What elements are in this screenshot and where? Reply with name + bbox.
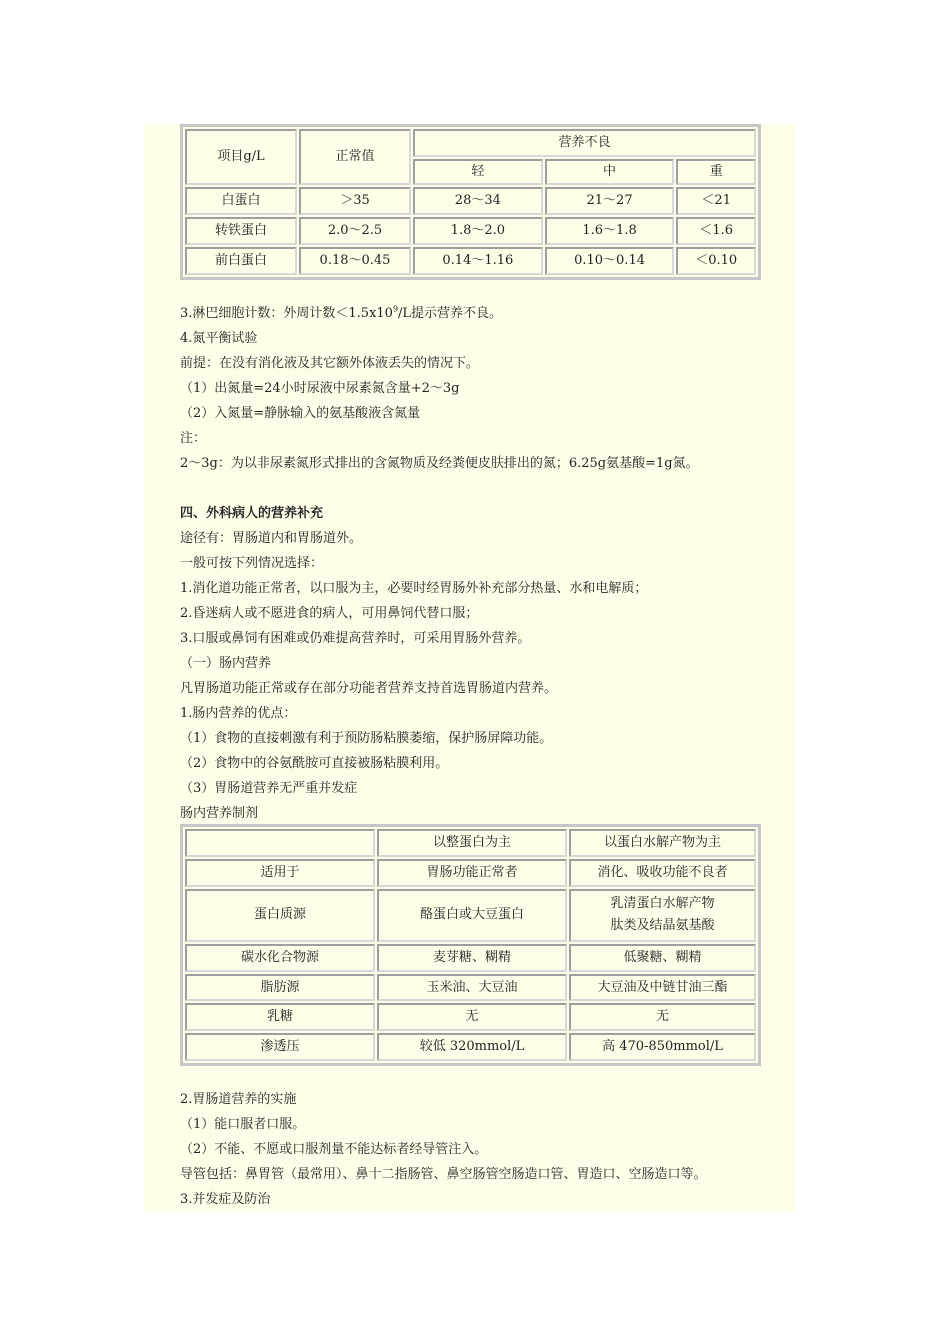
enteral-formula-table [180, 824, 761, 1066]
header-cell [185, 829, 375, 857]
nitrogen-output-line: （1）出氮量=24小时尿液中尿素氮含量+2～3g [180, 381, 460, 396]
table-cell: 转铁蛋白 [185, 217, 297, 245]
text: 3.淋巴细胞计数：外周计数＜1.5x10 [180, 306, 393, 321]
text: /L提示营养不良。 [398, 306, 503, 321]
table-cell: 1.8～2.0 [413, 217, 543, 245]
section-heading: 四、外科病人的营养补充 [180, 506, 324, 521]
text-line: （3）胃肠道营养无严重并发症 [180, 781, 358, 796]
table-cell: ＞35 [299, 187, 411, 215]
text-line: （1）能口服者口服。 [180, 1117, 306, 1132]
table-cell: ＜1.6 [676, 217, 756, 245]
table-cell: 玉米油、大豆油 [377, 974, 567, 1002]
table-cell: ＜0.10 [676, 247, 756, 275]
text-line: （2）不能、不愿或口服剂量不能达标者经导管注入。 [180, 1142, 488, 1157]
protein-reference-table [180, 124, 761, 280]
text-line: 一般可按下列情况选择： [180, 556, 324, 571]
text-line: 凡胃肠道功能正常或存在部分功能者营养支持首选胃肠道内营养。 [180, 681, 558, 696]
superscript: 9 [392, 304, 399, 314]
table-cell: 大豆油及中链甘油三酯 [569, 974, 756, 1002]
text-line: 途径有：胃肠道内和胃肠道外。 [180, 531, 363, 546]
header-malnutrition: 营养不良 [413, 129, 756, 157]
text-line: 2.昏迷病人或不愿进食的病人，可用鼻饲代替口服； [180, 606, 479, 621]
text-line: （1）食物的直接刺激有利于预防肠粘膜萎缩，保护肠屏障功能。 [180, 731, 553, 746]
text-line: 1.消化道功能正常者，以口服为主，必要时经胃肠外补充部分热量、水和电解质； [180, 581, 648, 596]
table-cell: 无 [377, 1003, 567, 1031]
text-line: 1.肠内营养的优点： [180, 706, 297, 721]
cell-line: 肽类及结晶氨基酸 [610, 918, 715, 934]
row-label: 乳糖 [185, 1003, 375, 1031]
table-cell: 0.10～0.14 [545, 247, 675, 275]
table-cell: 2.0～2.5 [299, 217, 411, 245]
header-severe: 重 [676, 159, 756, 185]
text-line: 3.口服或鼻饲有困难或仍难提高营养时，可采用胃肠外营养。 [180, 631, 531, 646]
table-cell: ＜21 [676, 187, 756, 215]
table-cell [569, 889, 756, 942]
nitrogen-balance-title: 4.氮平衡试验 [180, 331, 258, 346]
header-item: 项目g/L [185, 129, 297, 185]
row-label: 适用于 [185, 859, 375, 887]
table-cell: 较低 320mmol/L [377, 1033, 567, 1061]
table-cell: 前白蛋白 [185, 247, 297, 275]
text-line: 导管包括：鼻胃管（最常用）、鼻十二指肠管、鼻空肠管空肠造口管、胃造口、空肠造口等。 [180, 1167, 707, 1182]
table-cell: 低聚糖、糊精 [569, 944, 756, 972]
table-row [185, 247, 756, 275]
table-cell: 酪蛋白或大豆蛋白 [377, 889, 567, 942]
table-cell: 0.14～1.16 [413, 247, 543, 275]
note-label: 注： [180, 431, 207, 446]
table-cell: 消化、吸收功能不良者 [569, 859, 756, 887]
premise-line: 前提：在没有消化液及其它额外体液丢失的情况下。 [180, 356, 480, 371]
table-row [185, 974, 756, 1002]
row-label: 脂肪源 [185, 974, 375, 1002]
row-label: 渗透压 [185, 1033, 375, 1061]
row-label: 碳水化合物源 [185, 944, 375, 972]
text-line: 2.胃肠道营养的实施 [180, 1092, 297, 1107]
header-cell: 以整蛋白为主 [377, 829, 567, 857]
header-light: 轻 [413, 159, 543, 185]
table-cell: 无 [569, 1003, 756, 1031]
table-cell: 21～27 [545, 187, 675, 215]
table-row [185, 187, 756, 215]
table-row [185, 217, 756, 245]
table-cell: 白蛋白 [185, 187, 297, 215]
header-cell: 以蛋白水解产物为主 [569, 829, 756, 857]
table-row [185, 1033, 756, 1061]
row-label: 蛋白质源 [185, 889, 375, 942]
table-cell: 高 470-850mmol/L [569, 1033, 756, 1061]
table-cell: 1.6～1.8 [545, 217, 675, 245]
text-line: （一）肠内营养 [180, 656, 272, 671]
table-cell: 28～34 [413, 187, 543, 215]
header-normal: 正常值 [299, 129, 411, 185]
table-cell: 胃肠功能正常者 [377, 859, 567, 887]
header-medium: 中 [545, 159, 675, 185]
text-line: 3.并发症及防治 [180, 1192, 271, 1207]
table-cell: 0.18～0.45 [299, 247, 411, 275]
table-caption: 肠内营养制剂 [180, 806, 259, 821]
text-line: （2）食物中的谷氨酰胺可直接被肠粘膜利用。 [180, 756, 449, 771]
table-row [185, 889, 756, 942]
table-cell: 麦芽糖、糊精 [377, 944, 567, 972]
table-row [185, 944, 756, 972]
note-text: 2～3g：为以非尿素氮形式排出的含氮物质及经粪便皮肤排出的氮；6.25g氨基酸=1g氮。 [180, 456, 699, 471]
lymphocyte-count-line [180, 304, 502, 324]
table-row [185, 859, 756, 887]
cell-line: 乳清蛋白水解产物 [610, 896, 715, 912]
table-row [185, 1003, 756, 1031]
nitrogen-input-line: （2）入氮量=静脉输入的氨基酸液含氮量 [180, 406, 421, 421]
